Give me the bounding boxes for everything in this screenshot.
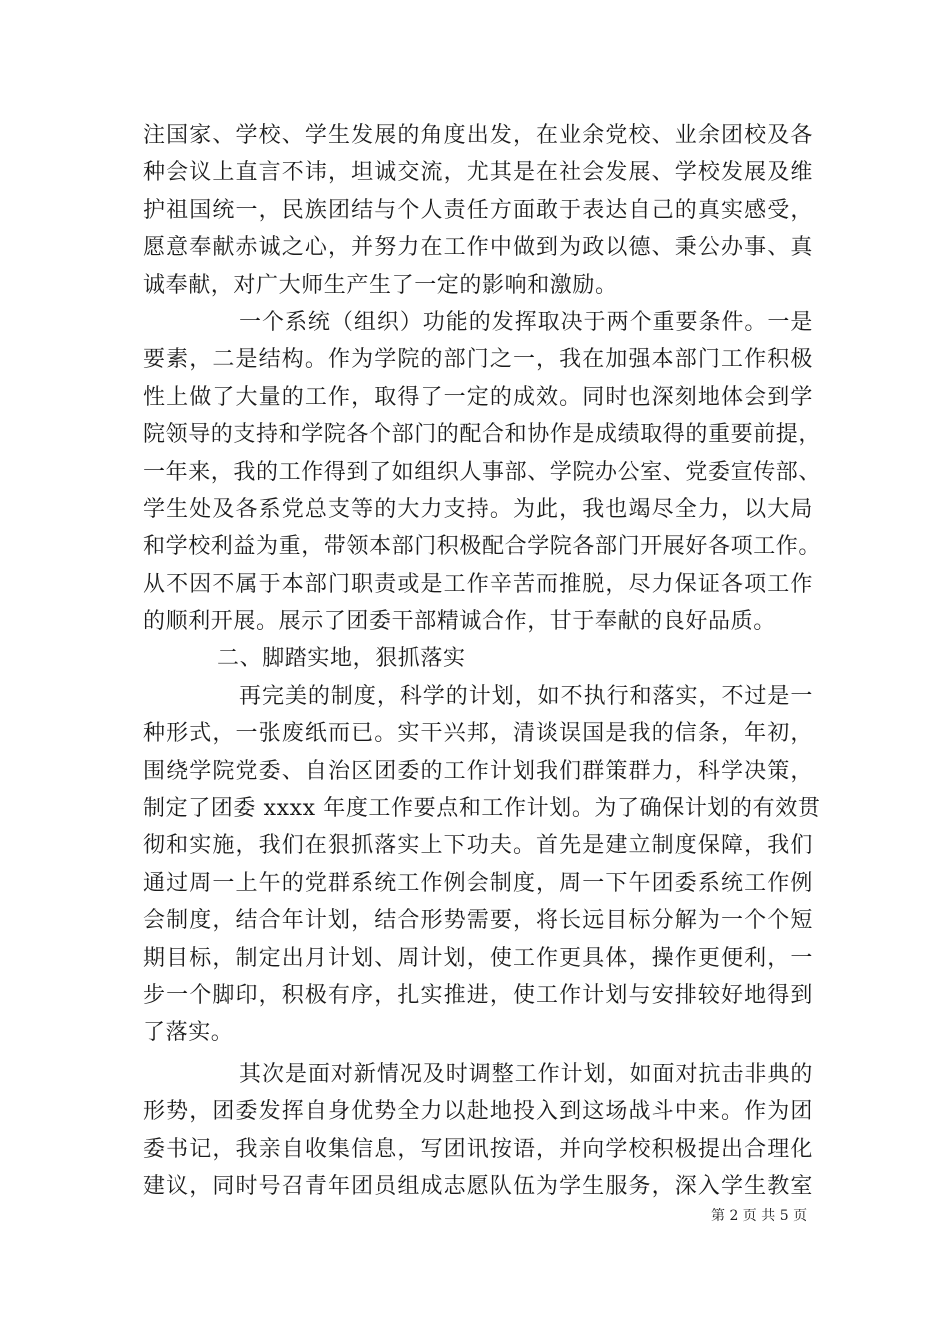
text-line: 注国家、学校、学生发展的角度出发，在业余党校、业余团校及各	[143, 123, 813, 148]
text-line: 一年来，我的工作得到了如组织人事部、学院办公室、党委宣传部、	[143, 459, 822, 485]
paragraph-first-line: 再完美的制度，科学的计划，如不执行和落实，不过是一	[239, 683, 813, 709]
text-line: 了落实。	[143, 1020, 234, 1046]
text-line: 愿意奉献赤诚之心，并努力在工作中做到为政以德、秉公办事、真	[143, 235, 813, 261]
page-number-footer: 第 2 页 共 5 页	[711, 1208, 808, 1224]
text-line: 期目标，制定出月计划、周计划，使工作更具体，操作更便利，一	[143, 945, 813, 971]
text-line: 院领导的支持和学院各个部门的配合和协作是成绩取得的重要前提，	[143, 422, 822, 448]
text-line: 彻和实施，我们在狠抓落实上下功夫。首先是建立制度保障，我们	[143, 833, 813, 859]
text-line: 护祖国统一，民族团结与个人责任方面敢于表达自己的真实感受，	[143, 197, 813, 223]
text-line: 通过周一上午的党群系统工作例会制度，周一下午团委系统工作例	[143, 870, 813, 896]
text-line: 性上做了大量的工作，取得了一定的成效。同时也深刻地体会到学	[143, 384, 813, 410]
text-line: 形势，团委发挥自身优势全力以赴地投入到这场战斗中来。作为团	[143, 1099, 813, 1125]
paragraph-first-line: 一个系统（组织）功能的发挥取决于两个重要条件。一是	[239, 309, 813, 335]
text-line: 种形式，一张废纸而已。实干兴邦，清谈误国是我的信条，年初，	[143, 721, 813, 747]
text-line: 建议，同时号召青年团员组成志愿队伍为学生服务，深入学生教室	[143, 1173, 813, 1199]
text-line: 种会议上直言不讳，坦诚交流，尤其是在社会发展、学校发展及维	[143, 160, 813, 186]
text-line: 要素，二是结构。作为学院的部门之一，我在加强本部门工作积极	[143, 347, 813, 373]
text-line: 和学校利益为重，带领本部门积极配合学院各部门开展好各项工作。	[143, 534, 822, 560]
text-line: 制定了团委 xxxx 年度工作要点和工作计划。为了确保计划的有效贯	[143, 796, 821, 822]
paragraph-first-line: 其次是面对新情况及时调整工作计划，如面对抗击非典的	[239, 1061, 813, 1087]
text-line: 会制度，结合年计划，结合形势需要，将长远目标分解为一个个短	[143, 908, 813, 934]
text-line: 步一个脚印，积极有序，扎实推进，使工作计划与安排较好地得到	[143, 982, 813, 1008]
document-body	[143, 117, 822, 1205]
text-line: 学生处及各系党总支等的大力支持。为此，我也竭尽全力，以大局	[143, 496, 813, 522]
text-line: 从不因不属于本部门职责或是工作辛苦而推脱，尽力保证各项工作	[143, 571, 813, 597]
text-line: 围绕学院党委、自治区团委的工作计划我们群策群力，科学决策，	[143, 758, 813, 784]
section-heading: 二、脚踏实地，狠抓落实	[217, 646, 466, 672]
text-line: 诚奉献，对广大师生产生了一定的影响和激励。	[143, 272, 618, 298]
text-line: 委书记，我亲自收集信息，写团讯按语，并向学校积极提出合理化	[143, 1136, 813, 1162]
text-line: 的顺利开展。展示了团委干部精诚合作，甘于奉献的良好品质。	[143, 609, 776, 635]
